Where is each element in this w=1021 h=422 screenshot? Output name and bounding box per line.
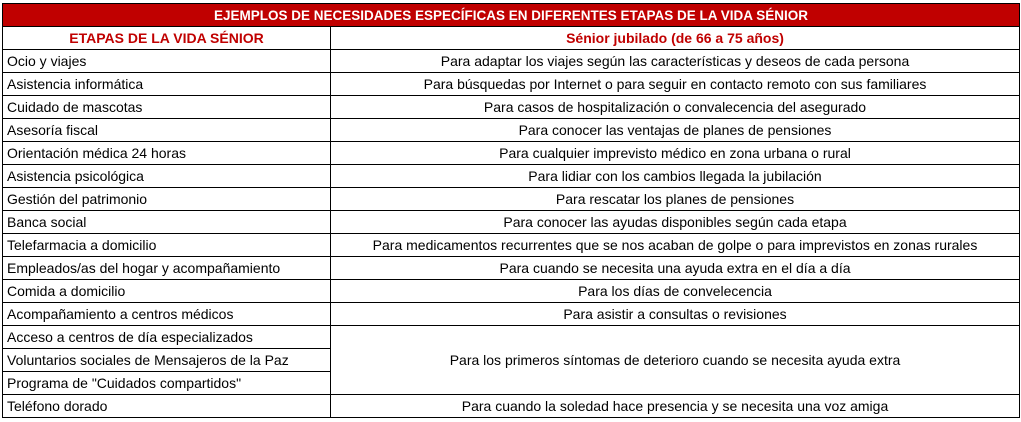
stage-cell: Acompañamiento a centros médicos — [3, 303, 331, 326]
need-cell: Para conocer las ayudas disponibles según cada etapa — [331, 211, 1020, 234]
table-row — [3, 211, 1020, 234]
need-cell: Para cualquier imprevisto médico en zona urbana o rural — [331, 142, 1020, 165]
need-cell: Para asistir a consultas o revisiones — [331, 303, 1020, 326]
table-row — [3, 96, 1020, 119]
table-row — [3, 73, 1020, 96]
column-header-stages: ETAPAS DE LA VIDA SÉNIOR — [3, 27, 331, 50]
stage-cell: Comida a domicilio — [3, 280, 331, 303]
table-row — [3, 165, 1020, 188]
need-cell: Para los días de convelecencia — [331, 280, 1020, 303]
need-cell: Para casos de hospitalización o convalecencia del asegurado — [331, 96, 1020, 119]
needs-table — [2, 3, 1020, 418]
table-row — [3, 50, 1020, 73]
merged-need-cell: Para los primeros síntomas de deterioro cuando se necesita ayuda extra — [331, 326, 1020, 395]
need-cell: Para medicamentos recurrentes que se nos acaban de golpe o para imprevistos en zonas rurales — [331, 234, 1020, 257]
table-row — [3, 280, 1020, 303]
table-row — [3, 395, 1020, 418]
stage-cell: Cuidado de mascotas — [3, 96, 331, 119]
stage-cell: Asistencia informática — [3, 73, 331, 96]
stage-cell: Telefarmacia a domicilio — [3, 234, 331, 257]
need-cell: Para cuando la soledad hace presencia y se necesita una voz amiga — [331, 395, 1020, 418]
need-cell: Para cuando se necesita una ayuda extra en el día a día — [331, 257, 1020, 280]
column-header-senior: Sénior jubilado (de 66 a 75 años) — [331, 27, 1020, 50]
need-cell: Para lidiar con los cambios llegada la jubilación — [331, 165, 1020, 188]
stage-cell: Acceso a centros de día especializados — [3, 326, 331, 349]
stage-cell: Orientación médica 24 horas — [3, 142, 331, 165]
table-row — [3, 234, 1020, 257]
table-row — [3, 188, 1020, 211]
stage-cell: Voluntarios sociales de Mensajeros de la Paz — [3, 349, 331, 372]
table-row — [3, 326, 1020, 349]
stage-cell: Asesoría fiscal — [3, 119, 331, 142]
table-row — [3, 303, 1020, 326]
stage-cell: Ocio y viajes — [3, 50, 331, 73]
table-row — [3, 142, 1020, 165]
table-title-row — [3, 4, 1020, 27]
table-row — [3, 119, 1020, 142]
stage-cell: Teléfono dorado — [3, 395, 331, 418]
need-cell: Para rescatar los planes de pensiones — [331, 188, 1020, 211]
table-header-row — [3, 27, 1020, 50]
table-row — [3, 257, 1020, 280]
stage-cell: Programa de "Cuidados compartidos" — [3, 372, 331, 395]
table-title: EJEMPLOS DE NECESIDADES ESPECÍFICAS EN DIFERENTES ETAPAS DE LA VIDA SÉNIOR — [3, 4, 1020, 27]
stage-cell: Gestión del patrimonio — [3, 188, 331, 211]
stage-cell: Banca social — [3, 211, 331, 234]
stage-cell: Empleados/as del hogar y acompañamiento — [3, 257, 331, 280]
stage-cell: Asistencia psicológica — [3, 165, 331, 188]
need-cell: Para conocer las ventajas de planes de pensiones — [331, 119, 1020, 142]
need-cell: Para búsquedas por Internet o para seguir en contacto remoto con sus familiares — [331, 73, 1020, 96]
need-cell: Para adaptar los viajes según las características y deseos de cada persona — [331, 50, 1020, 73]
